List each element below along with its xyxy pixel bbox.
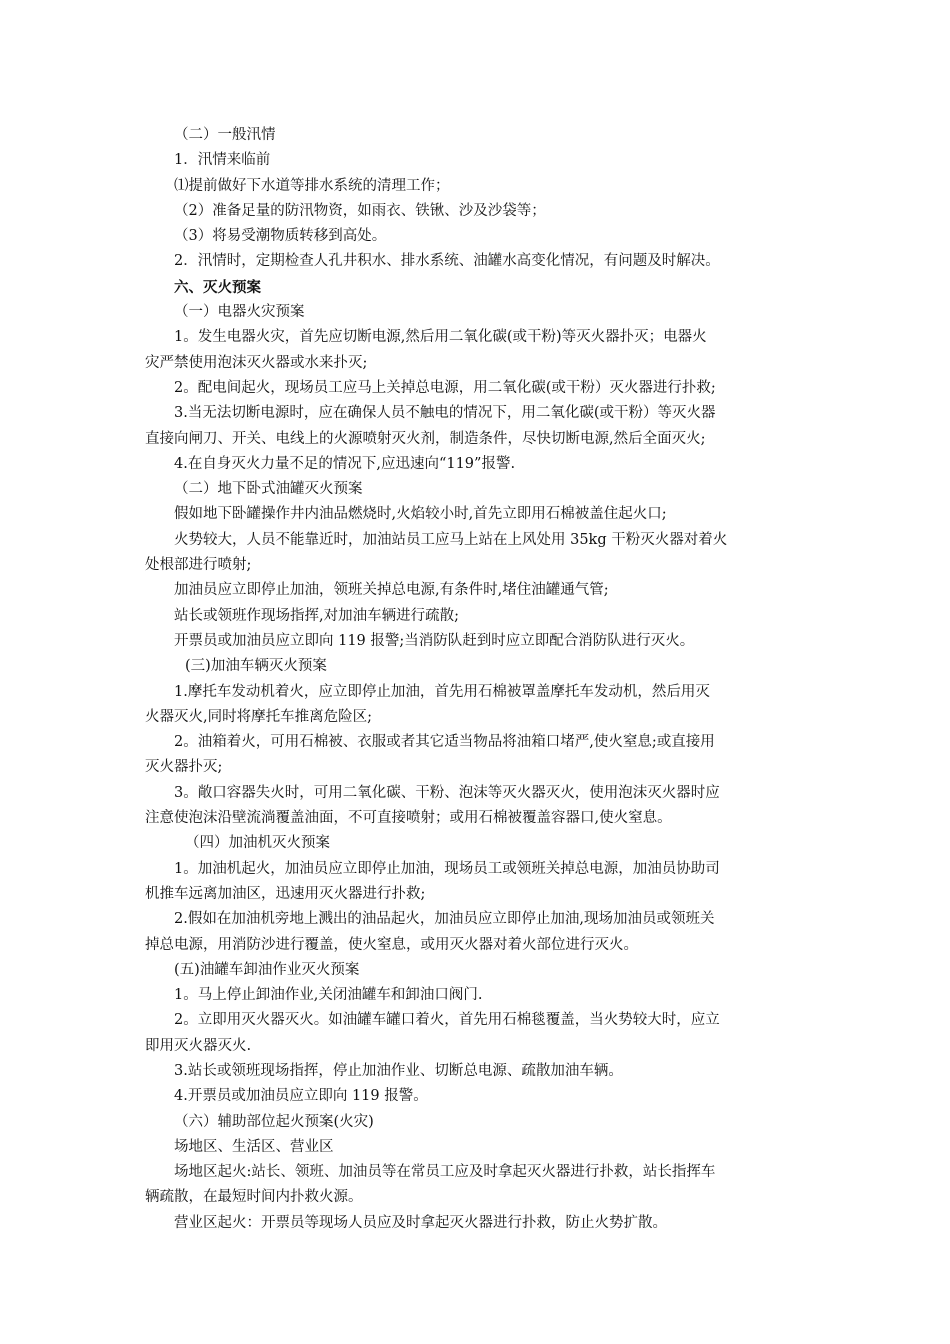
vehicle-fire-heading: (三)加油车辆灭火预案 xyxy=(185,658,327,675)
dispenser-fire-item-1-line-2: 机推车远离加油区，迅速用灭火器进行扑救; xyxy=(145,885,426,902)
flood-before-item-3: （3）将易受潮物质转移到高处。 xyxy=(174,228,387,245)
vehicle-fire-item-1-line-1: 1.摩托车发动机着火，应立即停止加油，首先用石棉被罩盖摩托车发动机，然后用灭 xyxy=(174,683,710,700)
electric-fire-item-2: 2。配电间起火，现场员工应马上关掉总电源，用二氧化碳(或干粉）灭火器进行扑救; xyxy=(174,379,716,396)
dispenser-fire-item-1-line-1: 1。加油机起火，加油员应立即停止加油，现场员工或领班关掉总电源，加油员协助司 xyxy=(174,860,720,877)
vehicle-fire-item-1-line-2: 火器灭火,同时将摩托车推离危险区; xyxy=(145,708,372,725)
electric-fire-heading: （一）电器火灾预案 xyxy=(174,304,305,321)
aux-fire-heading: （六）辅助部位起火预案(火灾) xyxy=(174,1113,374,1130)
tank-fire-item-1: 假如地下卧罐操作井内油品燃烧时,火焰较小时,首先立即用石棉被盖住起火口; xyxy=(174,506,667,523)
unload-fire-heading: (五)油罐车卸油作业灭火预案 xyxy=(174,961,360,978)
flood-general-heading: （二）一般汛情 xyxy=(174,127,276,143)
electric-fire-item-1-line-2: 灾严禁使用泡沫灭火器或水来扑灭; xyxy=(145,354,368,371)
electric-fire-item-4: 4.在自身灭火力量不足的情况下,应迅速向“119”报警. xyxy=(174,455,516,472)
unload-fire-item-2-line-1: 2。立即用灭火器灭火。如油罐车罐口着火，首先用石棉毯覆盖，当火势较大时，应立 xyxy=(174,1012,720,1029)
tank-fire-heading: （二）地下卧式油罐灭火预案 xyxy=(174,481,363,498)
electric-fire-item-1-line-1: 1。发生电器火灾，首先应切断电源,然后用二氧化碳(或干粉)等灭火器扑灭；电器火 xyxy=(174,329,707,346)
flood-during-item: 2．汛情时，定期检查人孔井积水、排水系统、油罐水高变化情况，有问题及时解决。 xyxy=(174,253,720,270)
flood-before-item-2: （2）准备足量的防汛物资，如雨衣、铁锹、沙及沙袋等； xyxy=(174,202,546,219)
electric-fire-item-3-line-2: 直接向闸刀、开关、电线上的火源喷射灭火剂，制造条件，尽快切断电源,然后全面灭火; xyxy=(145,430,706,447)
unload-fire-item-2-line-2: 即用灭火器灭火. xyxy=(145,1037,252,1054)
unload-fire-item-4: 4.开票员或加油员应立即向 119 报警。 xyxy=(174,1088,428,1105)
aux-fire-business: 营业区起火：开票员等现场人员应及时拿起灭火器进行扑救，防止火势扩散。 xyxy=(174,1214,667,1231)
vehicle-fire-item-3-line-1: 3。敞口容器失火时，可用二氧化碳、干粉、泡沫等灭火器灭火，使用泡沫灭火器时应 xyxy=(174,784,720,801)
tank-fire-item-3: 加油员应立即停止加油，领班关掉总电源,有条件时,堵住油罐通气管; xyxy=(174,582,609,599)
tank-fire-item-2-line-2: 处根部进行喷射; xyxy=(145,557,252,574)
flood-before-heading: 1．汛情来临前 xyxy=(174,152,271,169)
unload-fire-item-1: 1。马上停止卸油作业,关闭油罐车和卸油口阀门. xyxy=(174,987,483,1004)
dispenser-fire-heading: （四）加油机灭火预案 xyxy=(185,835,330,852)
unload-fire-item-3: 3.站长或领班现场指挥，停止加油作业、切断总电源、疏散加油车辆。 xyxy=(174,1062,623,1079)
tank-fire-item-5: 开票员或加油员应立即向 119 报警;当消防队赶到时应立即配合消防队进行灭火。 xyxy=(174,632,695,649)
tank-fire-item-4: 站长或领班作现场指挥,对加油车辆进行疏散; xyxy=(174,607,459,624)
dispenser-fire-item-2-line-1: 2.假如在加油机旁地上溅出的油品起火，加油员应立即停止加油,现场加油员或领班关 xyxy=(174,911,715,928)
vehicle-fire-item-2-line-1: 2。油箱着火，可用石棉被、衣服或者其它适当物品将油箱口堵严,使火窒息;或直接用 xyxy=(174,734,715,751)
dispenser-fire-item-2-line-2: 掉总电源，用消防沙进行覆盖，使火窒息，或用灭火器对着火部位进行灭火。 xyxy=(145,936,638,953)
aux-fire-areas: 场地区、生活区、营业区 xyxy=(174,1138,334,1155)
electric-fire-item-3-line-1: 3.当无法切断电源时，应在确保人员不触电的情况下，用二氧化碳(或干粉）等灭火器 xyxy=(174,405,716,422)
vehicle-fire-item-2-line-2: 灭火器扑灭; xyxy=(145,759,223,776)
tank-fire-item-2-line-1: 火势较大，人员不能靠近时，加油站员工应马上站在上风处用 35kg 干粉灭火器对着火 xyxy=(174,531,728,548)
document-page xyxy=(145,123,811,1236)
vehicle-fire-item-3-line-2: 注意使泡沫沿壁流淌覆盖油面，不可直接喷射；或用石棉被覆盖容器口,使火窒息。 xyxy=(145,810,672,827)
flood-before-item-1: ⑴提前做好下水道等排水系统的清理工作； xyxy=(174,177,450,194)
fire-plan-heading: 六、灭火预案 xyxy=(174,278,261,296)
aux-fire-site-line-2: 辆疏散，在最短时间内扑救火源。 xyxy=(145,1189,363,1206)
aux-fire-site-line-1: 场地区起火:站长、领班、加油员等在常员工应及时拿起灭火器进行扑救，站长指挥车 xyxy=(174,1164,716,1181)
